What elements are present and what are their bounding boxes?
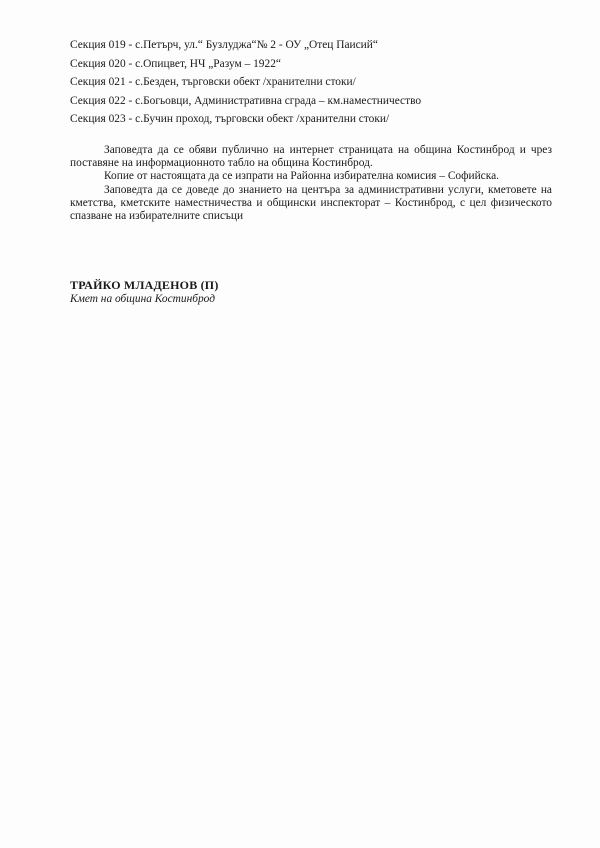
signatory-name: ТРАЙКО МЛАДЕНОВ (П): [70, 278, 219, 292]
section-item: Секция 020 - с.Опицвет, НЧ „Разум – 1922“: [70, 57, 281, 70]
signature-block: [70, 278, 219, 306]
signatory-title: Кмет на община Костинброд: [70, 293, 215, 305]
section-item: Секция 021 - с.Безден, търговски обект /хранителни стоки/: [70, 76, 356, 89]
paragraph-copy: Копие от настоящата да се изпрати на Районна избирателна комисия – Софийска.: [104, 170, 499, 183]
polling-sections-list: [70, 36, 550, 129]
order-body: [70, 144, 552, 223]
section-item: Секция 022 - с.Богьовци, Административна сграда – км.наместничество: [70, 94, 422, 107]
paragraph-publication: Заповедта да се обяви публично на интернет страницата на община Костинброд и чрез поставяне на информационното табло на община Костинброд.: [70, 144, 552, 170]
section-item: Секция 023 - с.Бучин проход, търговски обект /хранителни стоки/: [70, 113, 390, 126]
section-item: Секция 019 - с.Петърч, ул.“ Бузлуджа“№ 2 - ОУ „Отец Паисий“: [70, 39, 378, 51]
paragraph-notification: Заповедта да се доведе до знанието на центъра за административни услуги, кметовете на кметства, кметските наместничества и общински инспекторат – Костинброд, с цел физическото спазване на избирателните списъци: [70, 183, 552, 223]
